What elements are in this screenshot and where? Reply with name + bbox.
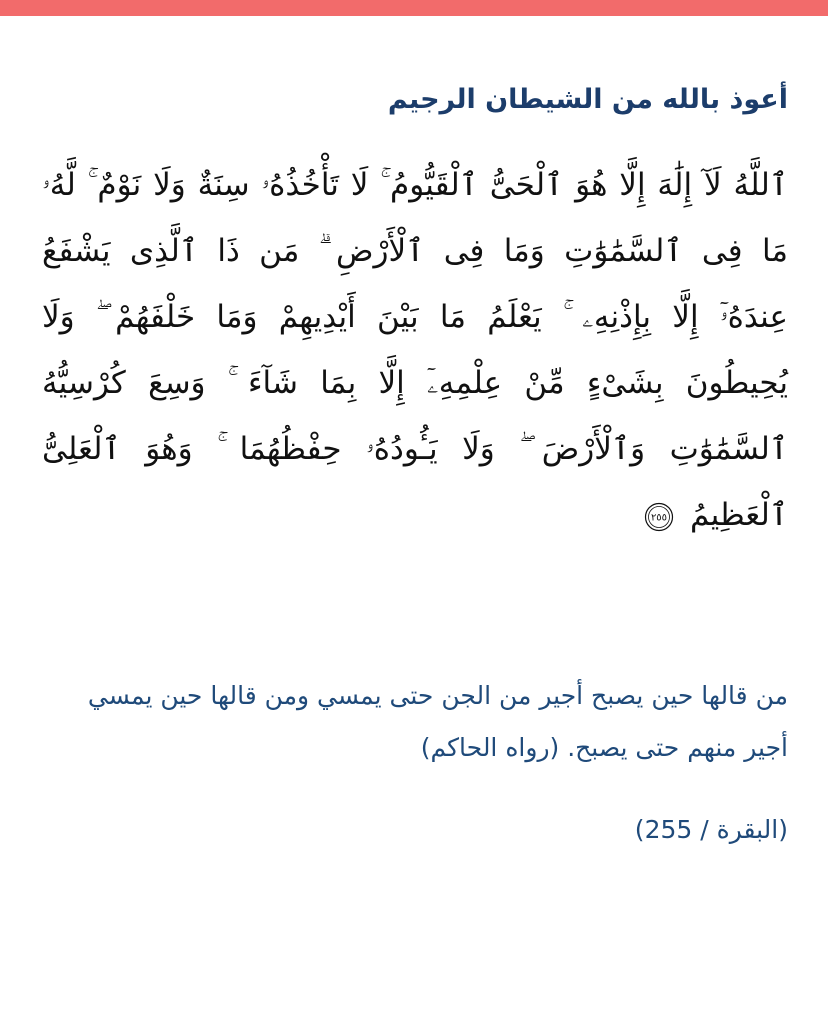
top-accent-bar bbox=[0, 0, 828, 16]
source-reference: (البقرة / 255) bbox=[634, 815, 788, 844]
page-title: أعوذ بالله من الشيطان الرجيم bbox=[387, 84, 788, 115]
hadith-text: من قالها حين يصبح أجير من الجن حتى يمسي ومن قالها حين يمسي أجير منهم حتى يصبح. (رواه الحاكم) bbox=[87, 681, 788, 762]
ayah-text-block bbox=[42, 152, 788, 548]
ayah-text: ٱللَّهُ لَآ إِلَٰهَ إِلَّا هُوَ ٱلْحَىُّ ٱلْقَيُّومُ ۚ لَا تَأْخُذُهُۥ سِنَةٌ وَلَا نَوْمٌ ۚ لَّهُۥ مَا فِى ٱلسَّمَٰوَٰتِ وَمَا فِى ٱلْأَرْضِ ۗ مَن ذَا ٱلَّذِى يَشْفَعُ عِندَهُۥٓ إِلَّا بِإِذْنِهِۦ ۚ يَعْلَمُ مَا بَيْنَ أَيْدِيهِمْ وَمَا خَلْفَهُمْ ۖ وَلَا يُحِيطُونَ بِشَىْءٍ مِّنْ عِلْمِهِۦٓ إِلَّا بِمَا شَآءَ ۚ وَسِعَ كُرْسِيُّهُ ٱلسَّمَٰوَٰتِ وَٱلْأَرْضَ ۖ وَلَا يَـُٔودُهُۥ حِفْظُهُمَا ۚ وَهُوَ ٱلْعَلِىُّ ٱلْعَظِيمُ bbox=[42, 167, 788, 533]
verse-number: ٢٥٥ bbox=[651, 512, 668, 523]
ayah-end-marker-icon bbox=[644, 502, 674, 532]
dhikr-card bbox=[42, 78, 788, 875]
